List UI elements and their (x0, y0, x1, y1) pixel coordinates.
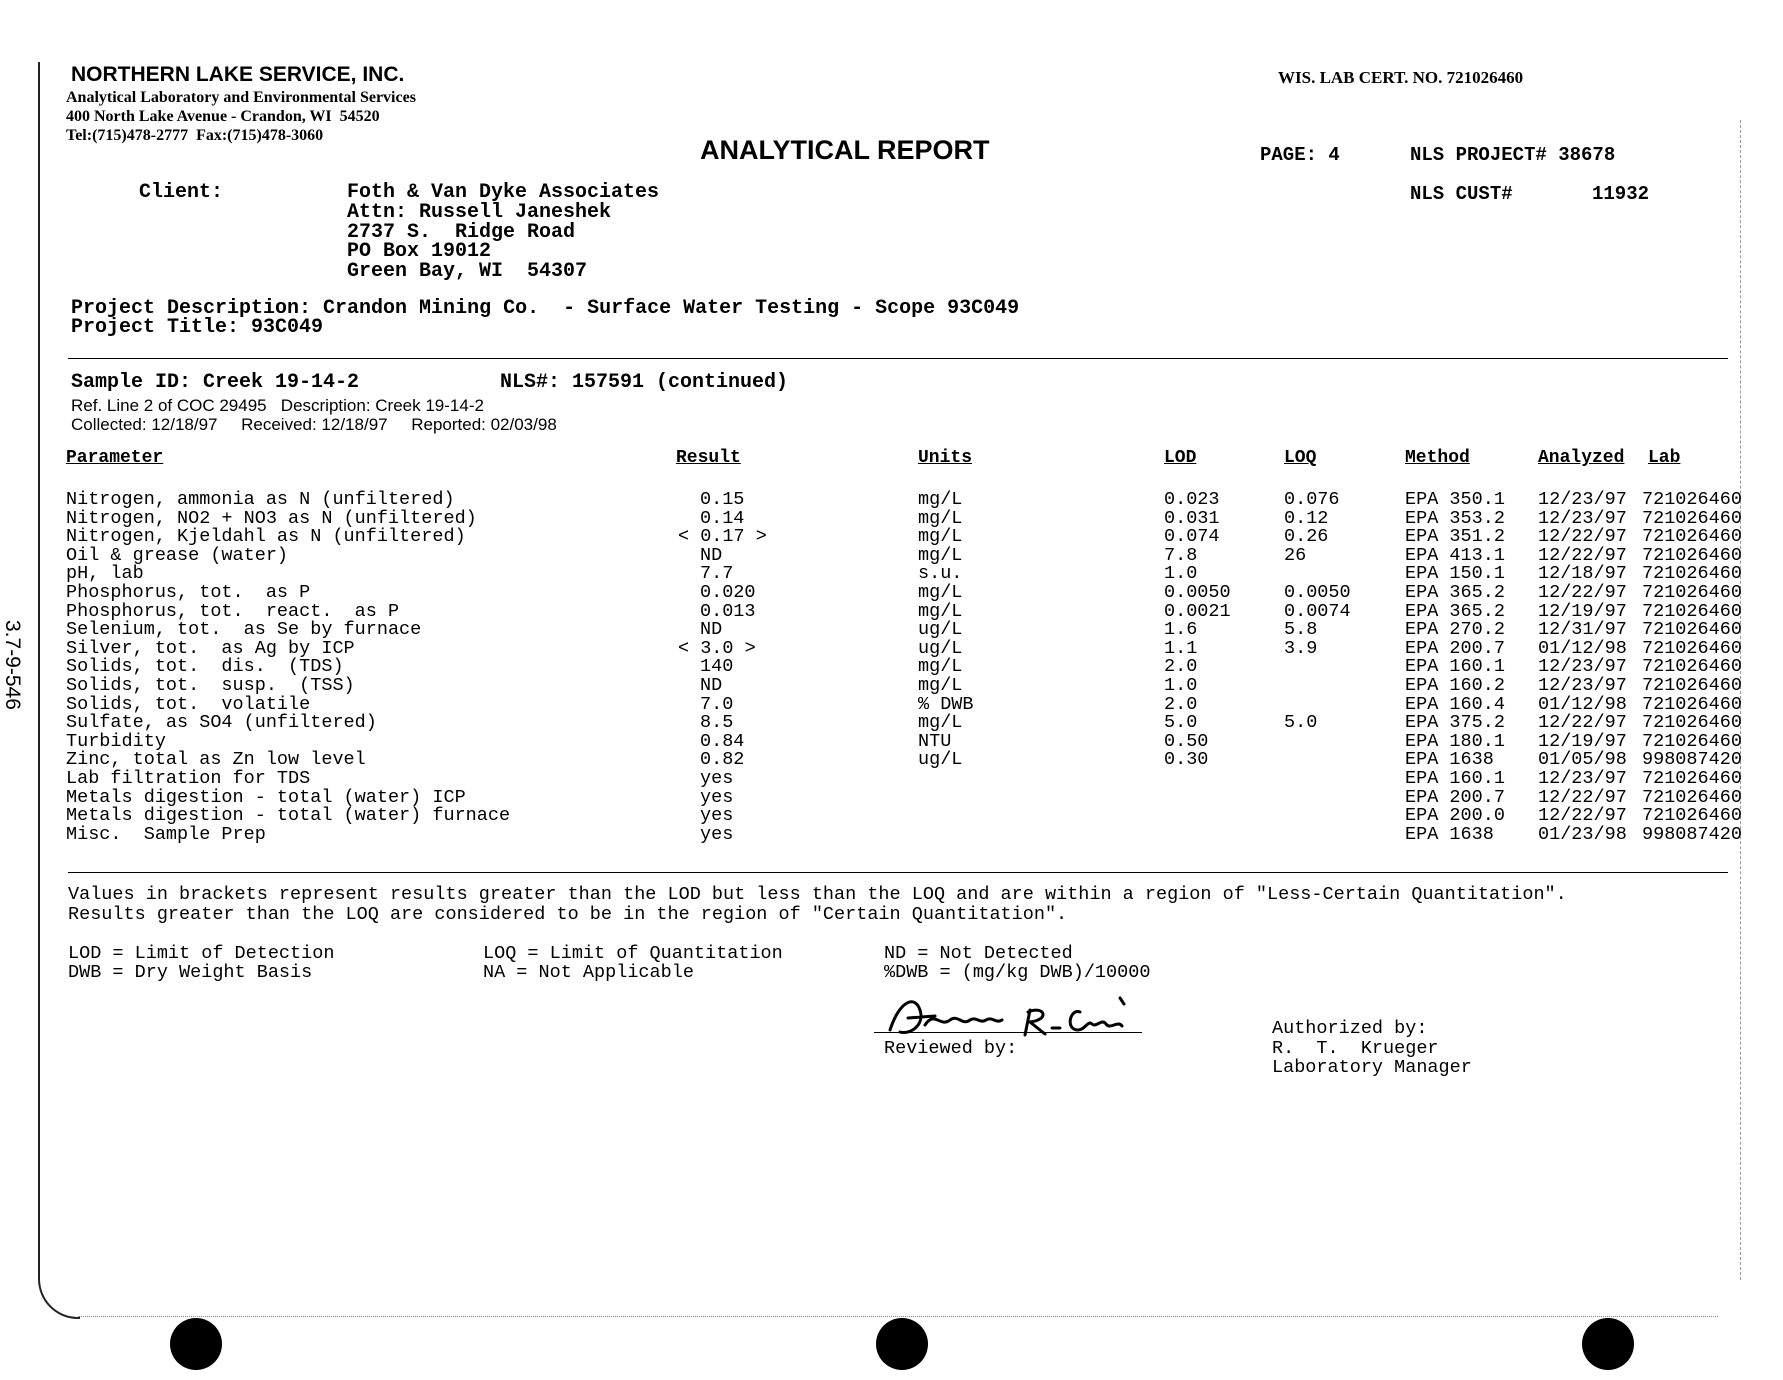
cell-result: 7.7 (700, 563, 734, 585)
cell-units: ug/L (918, 619, 963, 641)
cell-lod: 1.1 (1164, 637, 1198, 659)
client-name: Foth & Van Dyke Associates (347, 181, 660, 204)
col-header-parameter: Parameter (66, 448, 164, 468)
cell-loq: 0.076 (1284, 489, 1340, 510)
cell-loq: 26 (1284, 544, 1307, 566)
project-number: NLS PROJECT# 38678 (1410, 144, 1616, 166)
cell-result: 0.84 (700, 730, 745, 752)
table-row (0, 544, 1783, 566)
cell-lab: 721026460 (1642, 675, 1742, 696)
legend-dwb: DWB = Dry Weight Basis (68, 962, 313, 983)
col-header-lod: LOD (1164, 448, 1197, 468)
cell-lab: 721026460 (1642, 730, 1742, 752)
cell-method: EPA 351.2 (1405, 526, 1505, 548)
sample-reference: Ref. Line 2 of COC 29495 Description: Creek 19-14-2 (71, 396, 484, 415)
cell-result: 140 (700, 656, 734, 678)
cell-lab: 721026460 (1642, 489, 1742, 510)
cell-parameter: pH, lab (66, 563, 144, 585)
project-description: Project Description: Crandon Mining Co. - Surface Water Testing - Scope 93C049 (71, 297, 1020, 320)
customer-label: NLS CUST# (1410, 183, 1513, 205)
cell-units: mg/L (918, 656, 963, 678)
cell-lab: 998087420 (1642, 823, 1742, 845)
cell-lab: 721026460 (1642, 786, 1742, 808)
cell-method: EPA 200.0 (1405, 805, 1505, 827)
col-header-units: Units (918, 448, 973, 468)
cell-result: < 3.0 > (678, 637, 756, 659)
cell-result: 0.020 (700, 582, 756, 603)
cell-result: 8.5 (700, 712, 734, 734)
table-row (0, 528, 1783, 547)
authorized-by-label: Authorized by: (1272, 1018, 1428, 1039)
cell-lod: 0.50 (1164, 730, 1209, 752)
cell-analyzed: 12/19/97 (1538, 600, 1627, 622)
col-header-result: Result (676, 448, 741, 468)
cell-lab: 721026460 (1642, 507, 1742, 529)
table-row (0, 770, 1783, 789)
col-header-analyzed: Analyzed (1538, 448, 1625, 468)
note-brackets: Values in brackets represent results greater than the LOD but less than the LOQ and are within a region of "Less-Certain Quantitation". (68, 884, 1567, 905)
col-header-loq: LOQ (1284, 448, 1317, 468)
legend-na: NA = Not Applicable (483, 962, 694, 983)
cell-lod: 0.031 (1164, 507, 1220, 529)
cell-method: EPA 160.1 (1405, 656, 1505, 678)
report-title: ANALYTICAL REPORT (700, 135, 990, 165)
cell-lab: 721026460 (1642, 619, 1742, 641)
cell-parameter: Zinc, total as Zn low level (66, 749, 366, 771)
cell-analyzed: 12/22/97 (1538, 805, 1627, 827)
cell-method: EPA 270.2 (1405, 619, 1505, 641)
note-certain: Results greater than the LOQ are considered to be in the region of "Certain Quantitation". (68, 904, 1068, 925)
cell-method: EPA 375.2 (1405, 712, 1505, 734)
table-row (0, 491, 1783, 510)
binder-hole-right (1582, 1318, 1634, 1370)
nls-number: NLS#: 157591 (continued) (500, 371, 789, 394)
sample-dates: Collected: 12/18/97 Received: 12/18/97 Reported: 02/03/98 (71, 415, 557, 434)
cell-lab: 998087420 (1642, 749, 1742, 771)
cell-result: 7.0 (700, 693, 734, 715)
cell-lod: 0.023 (1164, 489, 1220, 510)
page-number: PAGE: 4 (1260, 144, 1340, 166)
cell-units: mg/L (918, 600, 963, 622)
legend-loq: LOQ = Limit of Quantitation (483, 943, 783, 964)
cell-parameter: Solids, tot. dis. (TDS) (66, 656, 344, 678)
table-row (0, 807, 1783, 826)
cell-analyzed: 12/22/97 (1538, 712, 1627, 734)
cell-method: EPA 350.1 (1405, 489, 1505, 510)
table-row (0, 621, 1783, 640)
company-name: NORTHERN LAKE SERVICE, INC. (71, 63, 405, 86)
cell-analyzed: 01/23/98 (1538, 823, 1627, 845)
cell-parameter: Nitrogen, Kjeldahl as N (unfiltered) (66, 526, 466, 548)
cell-parameter: Sulfate, as SO4 (unfiltered) (66, 712, 377, 734)
cell-units: mg/L (918, 675, 963, 696)
cell-units: mg/L (918, 507, 963, 529)
cell-method: EPA 413.1 (1405, 544, 1505, 566)
client-pobox: PO Box 19012 (347, 240, 492, 263)
table-row (0, 677, 1783, 696)
company-phone: Tel:(715)478-2777 Fax:(715)478-3060 (66, 127, 324, 144)
legend-lod: LOD = Limit of Detection (68, 943, 335, 964)
cell-lod: 2.0 (1164, 693, 1198, 715)
project-title: Project Title: 93C049 (71, 316, 324, 339)
cell-loq: 3.9 (1284, 637, 1318, 659)
cell-result: 0.82 (700, 749, 745, 771)
col-header-method: Method (1405, 448, 1470, 468)
cell-parameter: Turbidity (66, 730, 166, 752)
cell-analyzed: 12/23/97 (1538, 489, 1627, 510)
cell-parameter: Solids, tot. susp. (TSS) (66, 675, 355, 696)
lab-cert-number: WIS. LAB CERT. NO. 721026460 (1278, 68, 1524, 87)
cell-lab: 721026460 (1642, 582, 1742, 603)
cell-lod: 1.0 (1164, 563, 1198, 585)
cell-loq: 0.0074 (1284, 600, 1351, 622)
cell-lod: 0.0021 (1164, 600, 1231, 622)
cell-units: ug/L (918, 637, 963, 659)
cell-lod: 7.8 (1164, 544, 1198, 566)
cell-lab: 721026460 (1642, 600, 1742, 622)
cell-parameter: Lab filtration for TDS (66, 768, 311, 789)
cell-loq: 0.26 (1284, 526, 1329, 548)
cell-result: ND (700, 544, 723, 566)
cell-analyzed: 01/05/98 (1538, 749, 1627, 771)
cell-units: s.u. (918, 563, 963, 585)
table-row (0, 584, 1783, 603)
cell-lod: 2.0 (1164, 656, 1198, 678)
cell-parameter: Silver, tot. as Ag by ICP (66, 637, 355, 659)
col-header-lab: Lab (1648, 448, 1681, 468)
cell-lab: 721026460 (1642, 805, 1742, 827)
cell-analyzed: 01/12/98 (1538, 637, 1627, 659)
cell-parameter: Solids, tot. volatile (66, 693, 311, 715)
cell-result: 0.14 (700, 507, 745, 529)
company-subtitle: Analytical Laboratory and Environmental Services (66, 89, 416, 106)
cell-analyzed: 12/19/97 (1538, 730, 1627, 752)
cell-result: < 0.17 > (678, 526, 767, 548)
table-row (0, 714, 1783, 733)
binder-hole-center (876, 1318, 928, 1370)
section-divider (68, 358, 1728, 359)
cell-method: EPA 160.2 (1405, 675, 1505, 696)
sample-id: Sample ID: Creek 19-14-2 (71, 371, 360, 394)
margin-note: 3.7-9-546 (1, 620, 24, 710)
cell-units: mg/L (918, 712, 963, 734)
legend-nd: ND = Not Detected (884, 943, 1073, 964)
cell-analyzed: 12/23/97 (1538, 675, 1627, 696)
cell-result: ND (700, 619, 723, 641)
cell-analyzed: 12/23/97 (1538, 656, 1627, 678)
cell-lod: 5.0 (1164, 712, 1198, 734)
cell-parameter: Nitrogen, NO2 + NO3 as N (unfiltered) (66, 507, 477, 529)
cell-lod: 1.6 (1164, 619, 1198, 641)
cell-lab: 721026460 (1642, 526, 1742, 548)
cell-analyzed: 12/18/97 (1538, 563, 1627, 585)
cell-method: EPA 160.4 (1405, 693, 1505, 715)
cell-method: EPA 180.1 (1405, 730, 1505, 752)
signature-line (874, 1032, 1142, 1033)
cell-lod: 0.30 (1164, 749, 1209, 771)
binder-hole-left (170, 1318, 222, 1370)
authorizer-role: Laboratory Manager (1272, 1057, 1472, 1078)
cell-parameter: Nitrogen, ammonia as N (unfiltered) (66, 489, 455, 510)
cell-analyzed: 12/23/97 (1538, 507, 1627, 529)
table-row (0, 823, 1783, 845)
cell-analyzed: 12/31/97 (1538, 619, 1627, 641)
cell-lab: 721026460 (1642, 712, 1742, 734)
cell-method: EPA 353.2 (1405, 507, 1505, 529)
cell-lod: 0.074 (1164, 526, 1220, 548)
cell-method: EPA 1638 (1405, 823, 1494, 845)
cell-result: yes (700, 805, 734, 827)
table-bottom-divider (68, 872, 1728, 873)
cell-result: yes (700, 786, 734, 808)
cell-analyzed: 12/22/97 (1538, 786, 1627, 808)
cell-analyzed: 12/22/97 (1538, 582, 1627, 603)
cell-parameter: Phosphorus, tot. react. as P (66, 600, 400, 622)
cell-units: mg/L (918, 489, 963, 510)
reviewed-by-label: Reviewed by: (884, 1038, 1018, 1059)
cell-units: mg/L (918, 526, 963, 548)
cell-method: EPA 1638 (1405, 749, 1494, 771)
cell-result: ND (700, 675, 723, 696)
cell-units: % DWB (918, 693, 974, 715)
cell-method: EPA 365.2 (1405, 600, 1505, 622)
client-attn: Attn: Russell Janeshek (347, 201, 612, 224)
cell-analyzed: 12/22/97 (1538, 526, 1627, 548)
cell-method: EPA 200.7 (1405, 637, 1505, 659)
cell-parameter: Phosphorus, tot. as P (66, 582, 311, 603)
cell-units: mg/L (918, 582, 963, 603)
cell-result: yes (700, 768, 734, 789)
cell-method: EPA 160.1 (1405, 768, 1505, 789)
cell-result: 0.013 (700, 600, 756, 622)
cell-lab: 721026460 (1642, 656, 1742, 678)
cell-parameter: Misc. Sample Prep (66, 823, 266, 845)
cell-lod: 1.0 (1164, 675, 1198, 696)
cell-units: NTU (918, 730, 952, 752)
cell-lab: 721026460 (1642, 637, 1742, 659)
cell-result: 0.15 (700, 489, 745, 510)
authorizer-name: R. T. Krueger (1272, 1038, 1439, 1059)
cell-lab: 721026460 (1642, 693, 1742, 715)
cell-analyzed: 01/12/98 (1538, 693, 1627, 715)
cell-method: EPA 150.1 (1405, 563, 1505, 585)
legend-pdwb: %DWB = (mg/kg DWB)/10000 (884, 962, 1151, 983)
cell-units: ug/L (918, 749, 963, 771)
cell-lab: 721026460 (1642, 768, 1742, 789)
cell-lab: 721026460 (1642, 563, 1742, 585)
cell-parameter: Oil & grease (water) (66, 544, 289, 566)
page-bottom-edge (78, 1316, 1718, 1317)
customer-number: 11932 (1592, 183, 1650, 205)
cell-parameter: Metals digestion - total (water) ICP (66, 786, 466, 808)
client-street: 2737 S. Ridge Road (347, 221, 576, 244)
cell-method: EPA 365.2 (1405, 582, 1505, 603)
cell-lab: 721026460 (1642, 544, 1742, 566)
cell-loq: 5.0 (1284, 712, 1318, 734)
client-city: Green Bay, WI 54307 (347, 260, 588, 283)
cell-method: EPA 200.7 (1405, 786, 1505, 808)
cell-loq: 0.0050 (1284, 582, 1351, 603)
cell-lod: 0.0050 (1164, 582, 1231, 603)
client-label: Client: (139, 181, 224, 204)
cell-analyzed: 12/22/97 (1538, 544, 1627, 566)
cell-loq: 0.12 (1284, 507, 1329, 529)
cell-parameter: Metals digestion - total (water) furnace (66, 805, 511, 827)
cell-loq: 5.8 (1284, 619, 1318, 641)
cell-units: mg/L (918, 544, 963, 566)
cell-analyzed: 12/23/97 (1538, 768, 1627, 789)
cell-result: yes (700, 823, 734, 845)
cell-parameter: Selenium, tot. as Se by furnace (66, 619, 422, 641)
company-address: 400 North Lake Avenue - Crandon, WI 54520 (66, 108, 380, 125)
